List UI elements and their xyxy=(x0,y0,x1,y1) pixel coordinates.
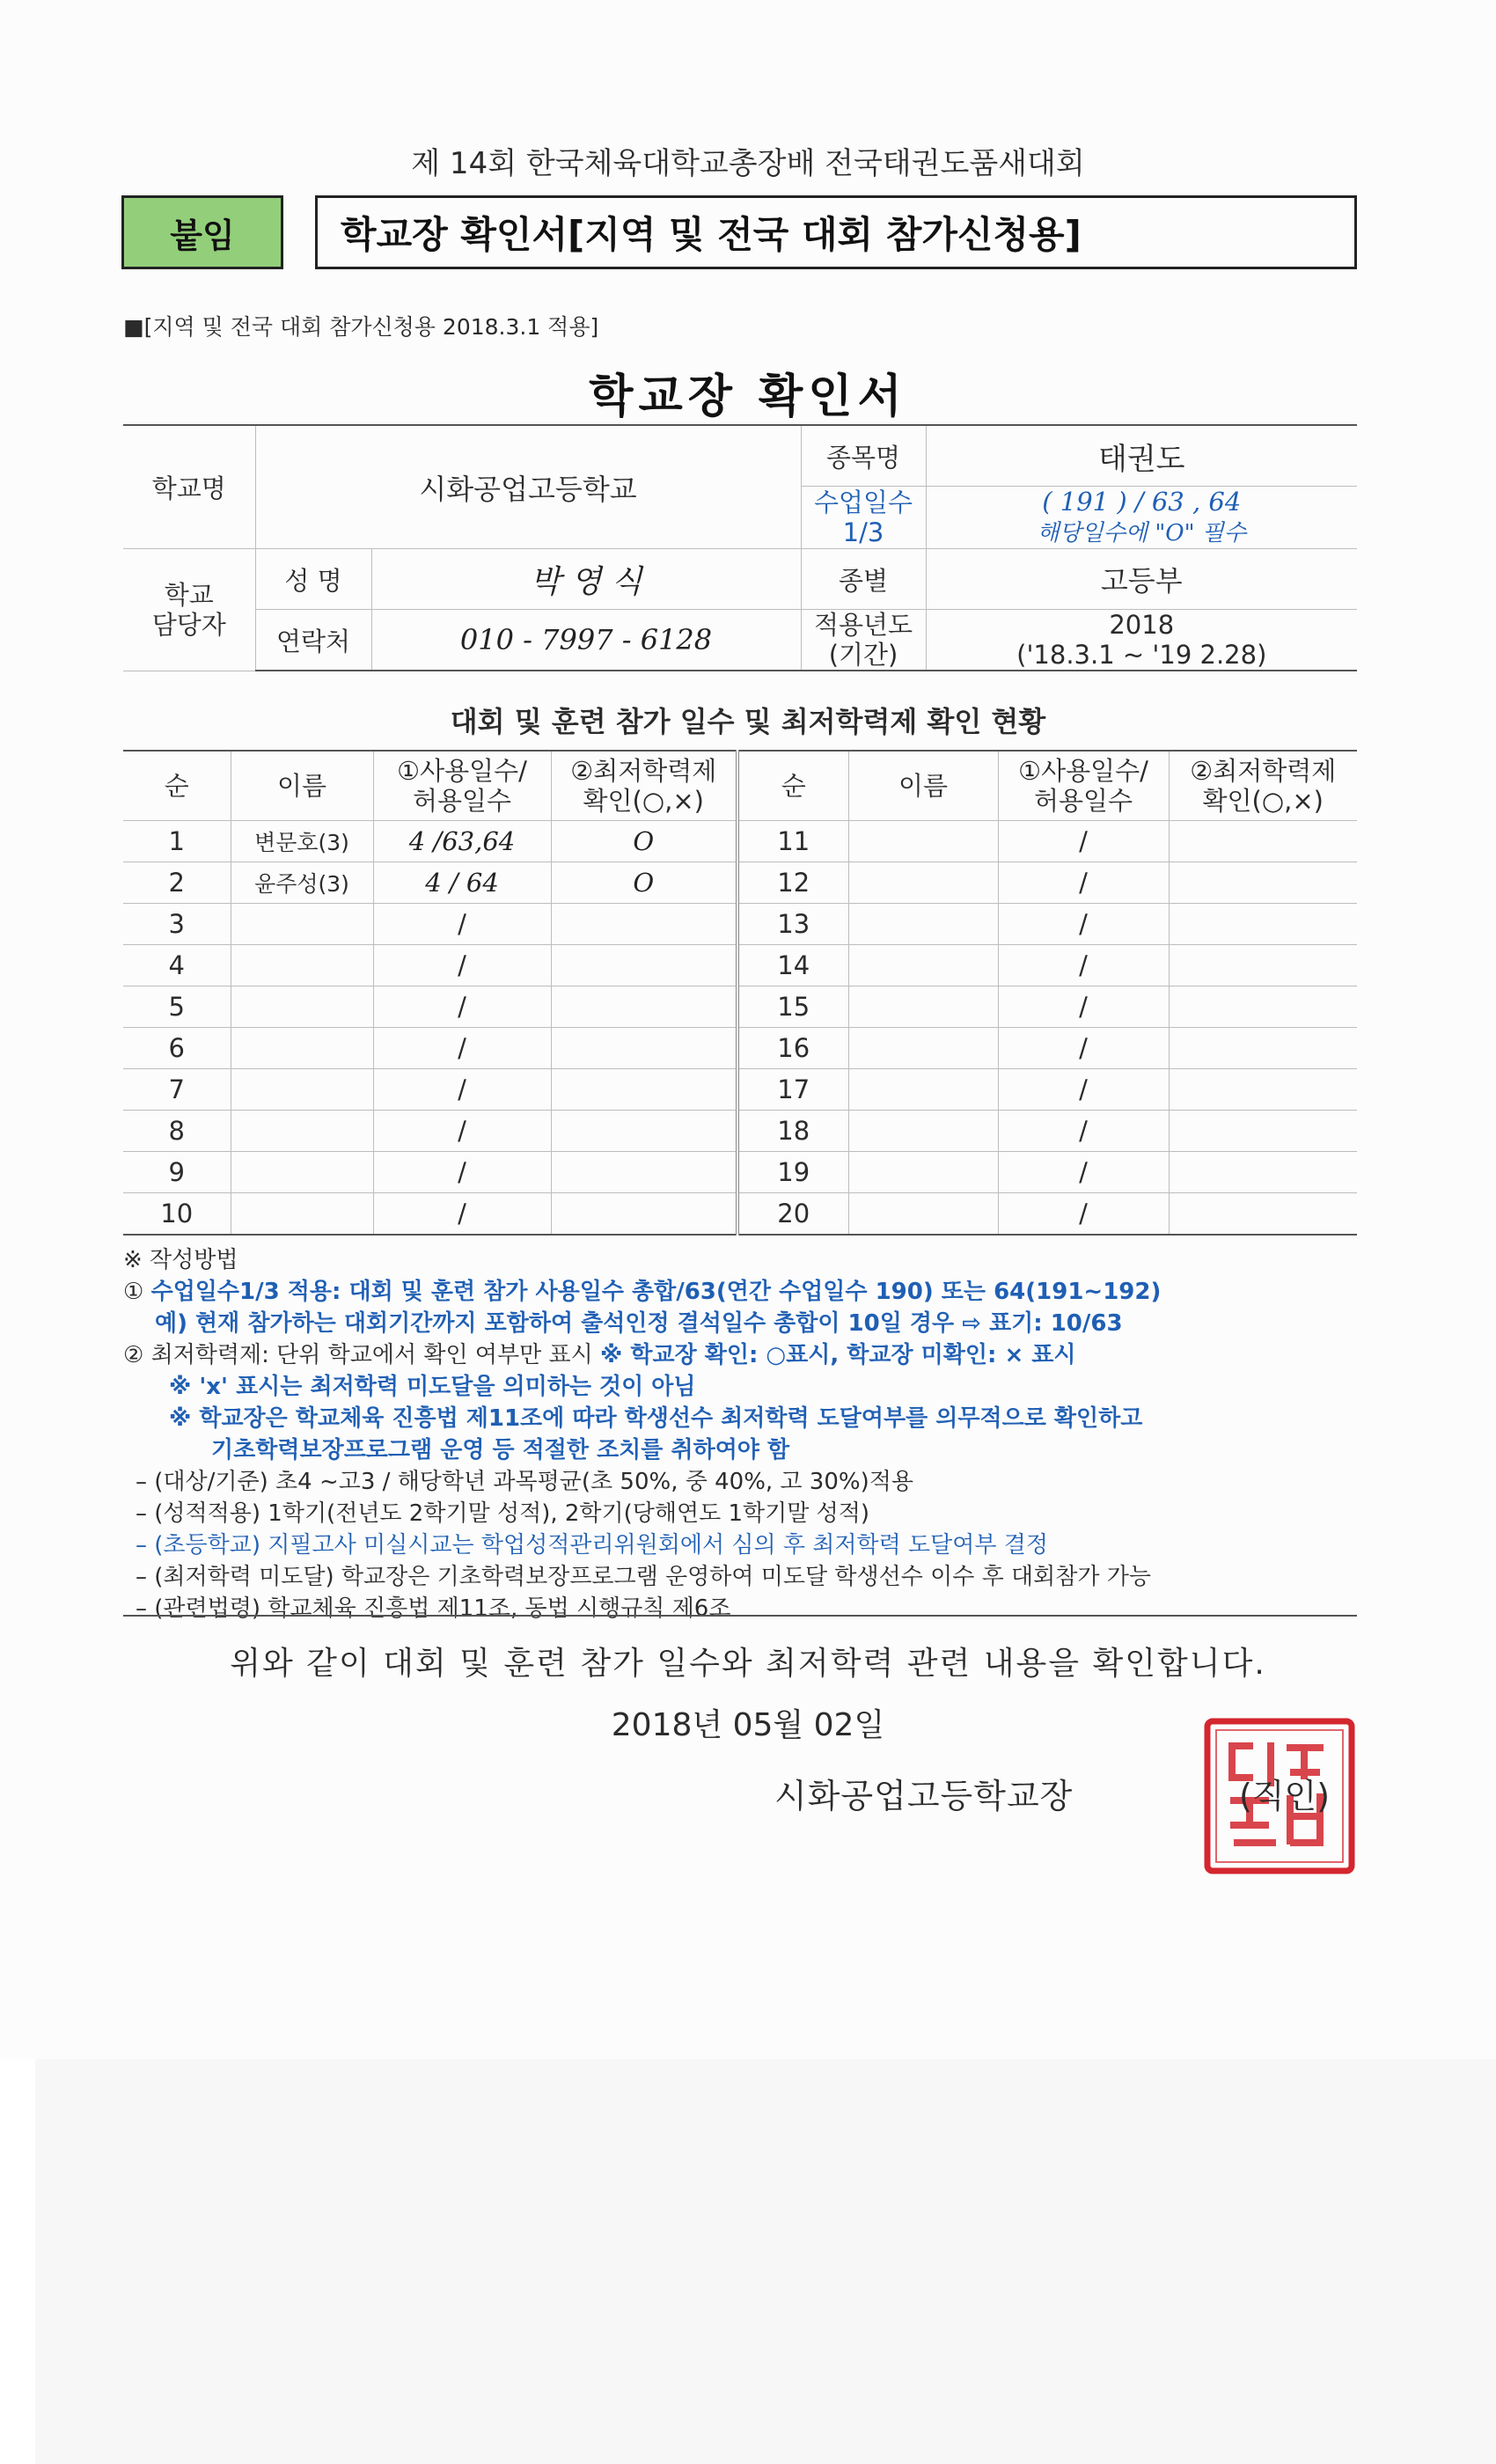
category-value: 고등부 xyxy=(926,549,1357,610)
table-row xyxy=(123,945,1357,986)
min-check xyxy=(551,1152,737,1193)
days-used: / xyxy=(998,1028,1169,1069)
note-3 xyxy=(123,1371,1364,1403)
days-used: / xyxy=(373,986,551,1028)
days-used: / xyxy=(373,1069,551,1111)
detail-grades: – (성적적용) 1학기(전년도 2학기말 성적), 2학기(당해연도 1학기말 성적) xyxy=(136,1500,870,1527)
name-label: 성 명 xyxy=(255,549,371,610)
table-row xyxy=(123,904,1357,945)
note-1-text: 수업일수1/3 적용: 대회 및 훈련 참가 사용일수 총합/63(연간 수업일수 190) 또는 64(191~192) xyxy=(150,1279,1162,1305)
year-cell xyxy=(926,610,1357,671)
year-label xyxy=(801,610,926,671)
min-check xyxy=(551,1028,737,1069)
detail-law: – (관련법령) 학교체육 진흥법 제11조, 동법 시행규칙 제6조 xyxy=(136,1595,731,1622)
note-1-marker: ① xyxy=(123,1279,144,1305)
detail-elementary: – (초등학교) 지필고사 미실시교는 학업성적관리위원회에서 심의 후 최저학력 도달여부 결정 xyxy=(136,1532,1048,1558)
row-no: 4 xyxy=(123,945,231,986)
athlete-name xyxy=(848,1028,998,1069)
table-row xyxy=(123,1028,1357,1069)
scan-margin xyxy=(35,2059,1496,2464)
note-1-example-text: 예) 현재 참가하는 대회기간까지 포함하여 출석인정 결석일수 총합이 10일 경우 ⇨ 표기: 10/63 xyxy=(155,1310,1123,1337)
min-check xyxy=(1169,986,1357,1028)
header-min-left xyxy=(551,751,737,821)
athlete-name xyxy=(231,945,373,986)
row-no: 2 xyxy=(123,862,231,904)
header-min-2: 확인(○,×) xyxy=(583,786,704,816)
athlete-name: 윤주성(3) xyxy=(231,862,373,904)
year-value-2: ('18.3.1 ~ '19 2.28) xyxy=(1016,640,1267,670)
year-label-1: 적용년도 xyxy=(813,610,913,640)
table-row xyxy=(123,1069,1357,1111)
note-2 xyxy=(123,1339,1364,1371)
athlete-name xyxy=(231,1193,373,1236)
athlete-name xyxy=(848,821,998,862)
competition-title: 제 14회 한국체육대학교총장배 전국태권도품새대회 xyxy=(411,146,1085,181)
table-row xyxy=(123,1152,1357,1193)
days-used: / xyxy=(998,904,1169,945)
row-no: 7 xyxy=(123,1069,231,1111)
applicability-note: ■[지역 및 전국 대회 참가신청용 2018.3.1 적용] xyxy=(123,314,599,340)
manager-name: 박 영 식 xyxy=(371,549,801,610)
row-no: 3 xyxy=(123,904,231,945)
min-check xyxy=(551,1111,737,1152)
header-days-2: 허용일수 xyxy=(1033,786,1133,816)
athlete-name xyxy=(231,904,373,945)
attachment-badge: 붙임 xyxy=(121,195,283,269)
contact-value: 010 - 7997 - 6128 xyxy=(371,610,801,671)
athlete-name: 변문호(3) xyxy=(231,821,373,862)
min-check: O xyxy=(551,862,737,904)
days-used: / xyxy=(373,1152,551,1193)
athlete-name xyxy=(848,1111,998,1152)
row-no: 14 xyxy=(737,945,848,986)
row-no: 17 xyxy=(737,1069,848,1111)
document-title: 학교장 확인서 xyxy=(589,370,907,423)
min-check xyxy=(1169,904,1357,945)
header-days-right xyxy=(998,751,1169,821)
header-no-left: 순 xyxy=(123,751,231,821)
roster-section-title: 대회 및 훈련 참가 일수 및 최저학력제 확인 현황 xyxy=(450,705,1046,738)
table-row xyxy=(123,1193,1357,1236)
athlete-name xyxy=(848,1069,998,1111)
min-check xyxy=(1169,1111,1357,1152)
row-no: 8 xyxy=(123,1111,231,1152)
class-days-label-2: 1/3 xyxy=(842,517,884,547)
header-days-1: ①사용일수/ xyxy=(397,756,527,786)
row-no: 18 xyxy=(737,1111,848,1152)
note-2-text: 최저학력제: 단위 학교에서 확인 여부만 표시 xyxy=(150,1342,601,1368)
note-4-cont-text: 기초학력보장프로그램 운영 등 적절한 조치를 취하여야 함 xyxy=(211,1437,790,1463)
min-check xyxy=(1169,862,1357,904)
days-used: / xyxy=(998,862,1169,904)
days-used: 4 / 64 xyxy=(373,862,551,904)
instructions-heading: ※ 작성방법 xyxy=(123,1247,238,1273)
min-check xyxy=(551,986,737,1028)
header-name-left: 이름 xyxy=(231,751,373,821)
row-no: 1 xyxy=(123,821,231,862)
school-name: 시화공업고등학교 xyxy=(255,425,801,549)
note-1 xyxy=(123,1276,1364,1308)
days-used: / xyxy=(998,1193,1169,1236)
class-days-cell xyxy=(926,487,1357,549)
year-label-2: (기간) xyxy=(828,640,898,670)
row-no: 20 xyxy=(737,1193,848,1236)
instructions xyxy=(123,1244,1364,1624)
days-used: / xyxy=(998,1111,1169,1152)
event-value: 태권도 xyxy=(926,425,1357,487)
header-min-1: ②최저학력제 xyxy=(1190,756,1337,786)
note-3-text: ※ 'x' 표시는 최저학력 미도달을 의미하는 것이 아님 xyxy=(169,1374,696,1400)
days-used: / xyxy=(373,904,551,945)
days-used: / xyxy=(998,821,1169,862)
category-label: 종별 xyxy=(801,549,926,610)
roster-header-row xyxy=(123,751,1357,821)
min-check xyxy=(551,1069,737,1111)
athlete-name xyxy=(848,1152,998,1193)
min-check xyxy=(551,904,737,945)
days-used: / xyxy=(998,1152,1169,1193)
days-used: / xyxy=(373,1028,551,1069)
header-min-2: 확인(○,×) xyxy=(1202,786,1324,816)
min-check xyxy=(1169,1069,1357,1111)
row-no: 11 xyxy=(737,821,848,862)
contact-label: 연락처 xyxy=(255,610,371,671)
detail-target: – (대상/기준) 초4 ~고3 / 해당학년 과목평균(초 50%, 중 40%, 고 30%)적용 xyxy=(136,1469,913,1495)
row-no: 15 xyxy=(737,986,848,1028)
athlete-name xyxy=(231,1152,373,1193)
issue-date: 2018년 05월 02일 xyxy=(611,1707,885,1743)
school-info-table xyxy=(123,424,1357,671)
days-used: / xyxy=(373,945,551,986)
athlete-name xyxy=(231,1028,373,1069)
athlete-name xyxy=(848,945,998,986)
athlete-name xyxy=(231,1111,373,1152)
note-4-text: ※ 학교장은 학교체육 진흥법 제11조에 따라 학생선수 최저학력 도달여부를 의무적으로 확인하고 xyxy=(169,1405,1143,1432)
table-row xyxy=(123,986,1357,1028)
note-2-highlight: ※ 학교장 확인: ○표시, 학교장 미확인: × 표시 xyxy=(600,1342,1076,1368)
note-1-example xyxy=(123,1308,1364,1339)
athlete-name xyxy=(231,986,373,1028)
row-no: 5 xyxy=(123,986,231,1028)
note-4 xyxy=(123,1403,1364,1434)
class-days-label-1: 수업일수 xyxy=(813,488,913,517)
row-no: 16 xyxy=(737,1028,848,1069)
manager-label-1: 학교 xyxy=(164,579,214,610)
manager-label-2: 담당자 xyxy=(151,609,226,640)
note-4-cont xyxy=(123,1434,1364,1466)
roster-table xyxy=(123,750,1357,1236)
athlete-name xyxy=(848,1193,998,1236)
days-used: / xyxy=(373,1111,551,1152)
principal-name: 시화공업고등학교장 xyxy=(774,1777,1074,1815)
days-used: / xyxy=(998,945,1169,986)
header-min-right xyxy=(1169,751,1357,821)
row-no: 10 xyxy=(123,1193,231,1236)
header-no-right: 순 xyxy=(737,751,848,821)
header-days-1: ①사용일수/ xyxy=(1018,756,1148,786)
manager-label xyxy=(123,549,255,671)
athlete-name xyxy=(848,904,998,945)
table-row xyxy=(123,821,1357,862)
row-no: 6 xyxy=(123,1028,231,1069)
confirmation-statement: 위와 같이 대회 및 훈련 참가 일수와 최저학력 관련 내용을 확인합니다. xyxy=(230,1646,1266,1682)
days-used: 4 /63,64 xyxy=(373,821,551,862)
min-check xyxy=(551,945,737,986)
detail-below-min: – (최저학력 미도달) 학교장은 기초학력보장프로그램 운영하여 미도달 학생선수 이수 후 대회참가 가능 xyxy=(136,1564,1151,1590)
header-name-right: 이름 xyxy=(848,751,998,821)
event-label: 종목명 xyxy=(801,425,926,487)
row-no: 9 xyxy=(123,1152,231,1193)
min-check xyxy=(1169,1028,1357,1069)
class-days-value: ( 191 ) / 63 , 64 xyxy=(1042,487,1242,517)
row-no: 19 xyxy=(737,1152,848,1193)
header-days-2: 허용일수 xyxy=(412,786,512,816)
min-check xyxy=(1169,1193,1357,1236)
class-days-note: 해당일수에 "O" 필수 xyxy=(1037,520,1247,546)
min-check: O xyxy=(551,821,737,862)
days-used: / xyxy=(998,1069,1169,1111)
min-check xyxy=(1169,945,1357,986)
divider xyxy=(123,1615,1357,1617)
athlete-name xyxy=(848,986,998,1028)
min-check xyxy=(1169,1152,1357,1193)
days-used: / xyxy=(998,986,1169,1028)
year-value-1: 2018 xyxy=(1109,610,1175,640)
table-row xyxy=(123,862,1357,904)
athlete-name xyxy=(848,862,998,904)
days-used: / xyxy=(373,1193,551,1236)
school-label: 학교명 xyxy=(123,425,255,549)
form-title: 학교장 확인서[지역 및 전국 대회 참가신청용] xyxy=(315,195,1357,269)
row-no: 12 xyxy=(737,862,848,904)
min-check xyxy=(1169,821,1357,862)
row-no: 13 xyxy=(737,904,848,945)
seal-label: (직인) xyxy=(1239,1777,1331,1815)
note-2-marker: ② xyxy=(123,1342,144,1368)
table-row xyxy=(123,1111,1357,1152)
class-days-label xyxy=(801,487,926,549)
athlete-name xyxy=(231,1069,373,1111)
header-days-left xyxy=(373,751,551,821)
min-check xyxy=(551,1193,737,1236)
header-min-1: ②최저학력제 xyxy=(570,756,717,786)
